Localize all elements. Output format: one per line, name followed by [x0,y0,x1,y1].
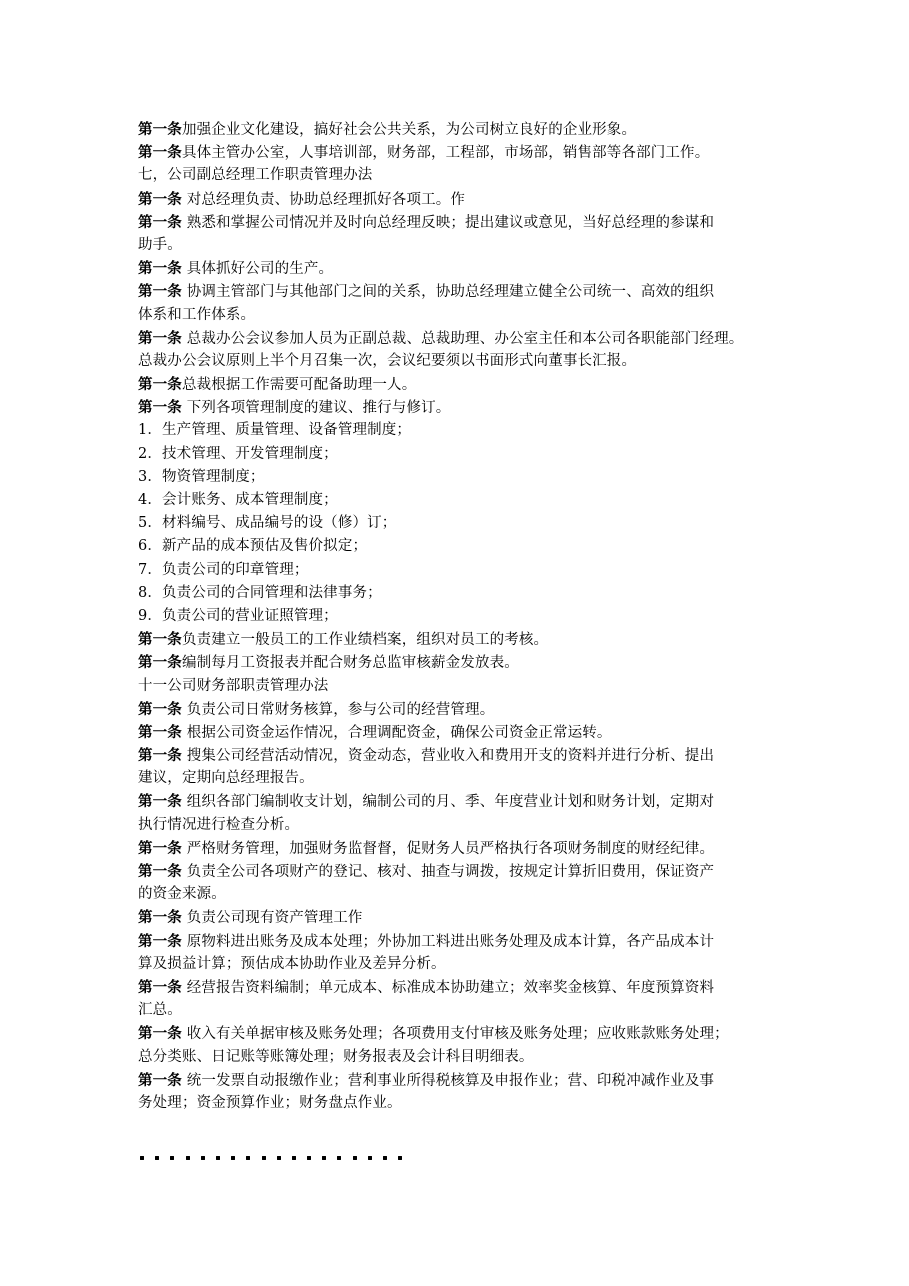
text-line [138,1046,778,1069]
text-line [138,605,778,628]
line-text: 具体抓好公司的生产。 [181,261,334,278]
line-text: 7．负责公司的印章管理； [138,561,309,578]
text-line [138,188,778,211]
text-line [138,814,778,837]
line-text: 根据公司资金运作情况，合理调配资金，确保公司资金正常运转。 [181,724,612,741]
line-text: 助手。 [138,236,182,253]
line-text: 5．材料编号、成品编号的设（修）订； [138,515,397,532]
line-text: 8．负责公司的合同管理和法律事务； [138,584,382,601]
line-text: 经营报告资料编制；单元成本、标准成本协助建立；效率奖金核算、年度预算资料 [181,979,715,996]
text-line [138,953,778,976]
text-line [138,234,778,257]
text-line [138,976,778,999]
line-text: 负责全公司各项财产的登记、核对、抽查与调拨，按规定计算折旧费用，保证资产 [181,864,715,880]
text-line [138,304,778,327]
text-line [138,257,778,280]
text-line [138,721,778,744]
text-line [138,767,778,790]
line-text: 原物料进出账务及成本处理；外协加工料进出账务处理及成本计算，各产品成本计 [181,933,715,950]
line-text: 对总经理负责、协助总经理抓好各项工。作 [181,191,466,208]
separator-dot [383,1156,387,1160]
separator-dot [277,1156,281,1160]
text-line [138,466,778,489]
document-body [138,118,778,1115]
separator-dot [337,1156,341,1160]
text-line [138,1069,778,1092]
separator-dot [353,1156,357,1160]
text-line [138,396,778,419]
text-line [138,790,778,813]
text-line [138,512,778,535]
text-line [138,906,778,929]
text-line [138,582,778,605]
article-label: 第一条 [138,329,182,347]
separator-dot [231,1156,235,1160]
text-line [138,837,778,860]
article-label: 第一条 [138,839,182,857]
separator-dot [216,1156,220,1160]
article-label: 第一条 [138,376,182,394]
article-label: 第一条 [138,909,182,927]
line-text: 体系和工作体系。 [138,306,256,323]
article-label: 第一条 [138,978,182,996]
separator-dot [307,1156,311,1160]
text-line [138,280,778,303]
line-text: 建议，定期向总经理报告。 [138,770,314,787]
article-label: 第一条 [138,283,182,301]
text-line [138,1092,778,1115]
line-text: 算及损益计算；预估成本协助作业及差异分析。 [138,955,446,972]
article-label: 第一条 [138,700,182,718]
text-line [138,1022,778,1045]
article-label: 第一条 [138,144,182,162]
line-text: 严格财务管理，加强财务监督督，促财务人员严格执行各项财务制度的财经纪律。 [181,840,715,857]
line-text: 3．物资管理制度； [138,468,265,485]
article-label: 第一条 [138,793,182,811]
line-text: 务处理；资金预算作业；财务盘点作业。 [138,1094,402,1111]
separator-dot [155,1156,159,1160]
text-line [138,930,778,953]
article-label: 第一条 [138,747,182,765]
text-line [138,164,778,187]
article-label: 第一条 [138,654,182,672]
article-label: 第一条 [138,399,182,417]
text-line [138,211,778,234]
line-text: 总裁办公会议原则上半个月召集一次，会议纪要须以书面形式向董事长汇报。 [138,352,637,369]
text-line [138,999,778,1022]
article-label: 第一条 [138,863,182,880]
line-text: 总裁根据工作需要可配备助理一人。 [181,377,417,394]
separator-dot [262,1156,266,1160]
line-text: 组织各部门编制收支计划，编制公司的月、季、年度营业计划和财务计划，定期对 [181,794,715,811]
line-text: 汇总。 [138,1002,182,1019]
line-text: 的资金来源。 [138,886,226,903]
line-text: 七，公司副总经理工作职责管理办法 [138,167,373,184]
line-text: 十一公司财务部职责管理办法 [138,677,329,694]
article-label: 第一条 [138,213,182,231]
separator-dot [186,1156,190,1160]
article-label: 第一条 [138,260,182,278]
line-text: 下列各项管理制度的建议、推行与修订。 [181,400,451,417]
article-label: 第一条 [138,723,182,741]
text-line [138,373,778,396]
text-line [138,489,778,512]
line-text: 熟悉和掌握公司情况并及时向总经理反映；提出建议或意见，当好总经理的参谋和 [181,214,715,231]
text-line [138,651,778,674]
line-text: 2．技术管理、开发管理制度； [138,445,338,462]
separator-dot [292,1156,296,1160]
text-line [138,141,778,164]
article-label: 第一条 [138,121,182,138]
text-line [138,860,778,883]
line-text: 4．会计账务、成本管理制度； [138,492,338,508]
line-text: 负责公司日常财务核算，参与公司的经营管理。 [181,701,495,718]
separator-dot [201,1156,205,1160]
line-text: 负责公司现有资产管理工作 [181,910,363,927]
text-line [138,628,778,651]
text-line [138,350,778,373]
line-text: 编制每月工资报表并配合财务总监审核薪金发放表。 [181,655,519,672]
line-text: 执行情况进行检查分析。 [138,816,300,833]
text-line [138,883,778,906]
text-line [138,744,778,767]
text-line [138,327,778,350]
text-line [138,559,778,582]
dotted-separator [140,1156,402,1160]
text-line [138,419,778,442]
line-text: 负责建立一般员工的工作业绩档案，组织对员工的考核。 [181,632,549,649]
line-text: 收入有关单据审核及账务处理；各项费用支付审核及账务处理；应收账款账务处理； [181,1026,729,1043]
separator-dot [246,1156,250,1160]
line-text: 6．新产品的成本预估及售价拟定； [138,538,368,555]
text-line [138,675,778,698]
text-line [138,443,778,466]
article-label: 第一条 [138,631,182,649]
separator-dot [368,1156,372,1160]
separator-dot [398,1156,402,1160]
article-label: 第一条 [138,190,182,208]
line-text: 总分类账、日记账等账簿处理；财务报表及会计科目明细表。 [138,1048,534,1065]
text-line [138,118,778,141]
article-label: 第一条 [138,1071,182,1089]
line-text: 9．负责公司的营业证照管理； [138,607,338,624]
separator-dot [170,1156,174,1160]
line-text: 加强企业文化建设，搞好社会公共关系，为公司树立良好的企业形象。 [181,122,637,138]
line-text: 协调主管部门与其他部门之间的关系，协助总经理建立健全公司统一、高效的组织 [181,284,715,301]
separator-dot [140,1156,144,1160]
text-line [138,698,778,721]
line-text: 统一发票自动报缴作业；营利事业所得税核算及申报作业；营、印税冲减作业及事 [181,1072,715,1089]
article-label: 第一条 [138,932,182,950]
line-text: 具体主管办公室，人事培训部，财务部，工程部，市场部，销售部等各部门工作。 [181,145,710,162]
line-text: 1．生产管理、质量管理、设备管理制度； [138,422,412,439]
separator-dot [322,1156,326,1160]
article-label: 第一条 [138,1025,182,1043]
text-line [138,535,778,558]
line-text: 总裁办公会议参加人员为正副总裁、总裁助理、办公室主任和本公司各职能部门经理。 [181,330,744,347]
line-text: 搜集公司经营活动情况，资金动态，营业收入和费用开支的资料并进行分析、提出 [181,748,715,765]
